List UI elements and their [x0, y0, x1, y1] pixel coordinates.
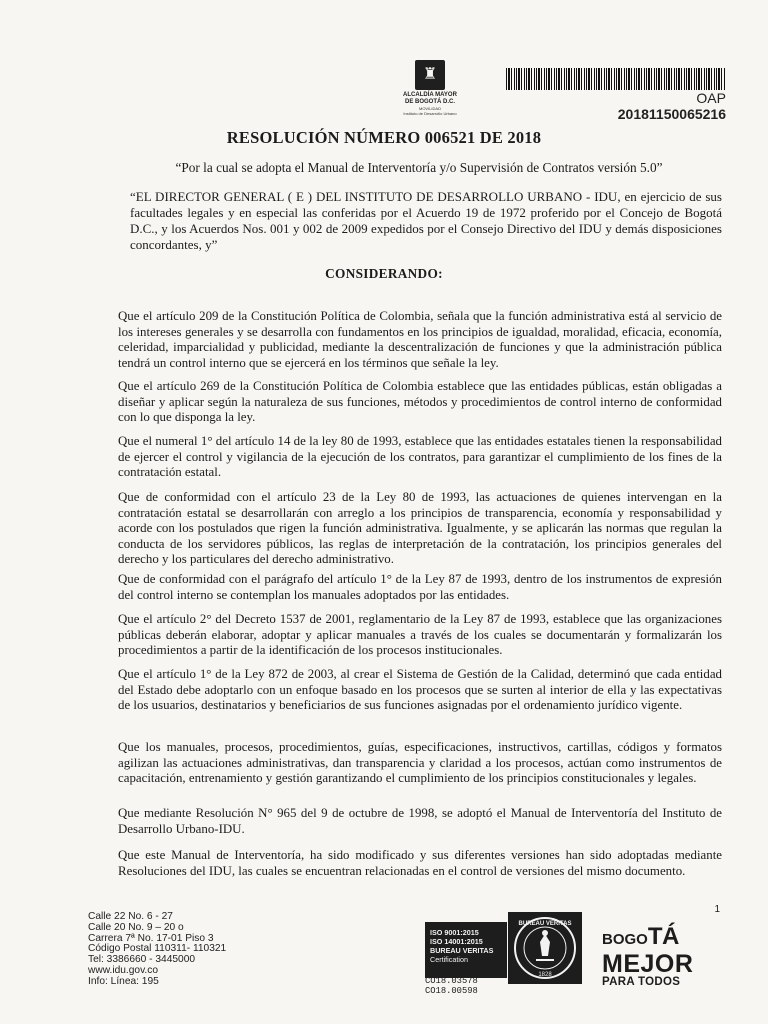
footer-address	[88, 912, 308, 988]
considerando-paragraph: Que de conformidad con el parágrafo del artículo 1° de la Ley 87 de 1993, dentro de los instrumentos de expresión del control interno se contemplan los manuales adoptados por las entidades.	[118, 572, 722, 602]
considerando-paragraph: Que los manuales, procesos, procedimientos, guías, especificaciones, instructivos, cartillas, códigos y formatos agilizan las actuaciones administrativas, dan transparencia y claridad a los procesos, actúan como instrumentos de capacitación, entrenamiento y gestión garantizando el cumplimiento de los principios constitucionales y legales.	[118, 740, 722, 786]
website-link[interactable]: www.idu.gov.co	[88, 964, 159, 976]
crest-line-2: DE BOGOTÁ D.C.	[404, 99, 455, 105]
crest-line-1: ALCALDÍA MAYOR	[403, 92, 457, 98]
brand-line-3: PARA TODOS	[602, 976, 681, 988]
considerando-paragraph: Que el artículo 269 de la Constitución Política de Colombia establece que las entidades públicas, están obligadas a diseñar y aplicar según la naturaleza de sus funciones, métodos y procedimientos de control interno de conformidad con lo que disponga la ley.	[118, 379, 722, 425]
brand-line-1	[602, 925, 732, 952]
certificate-codes	[425, 976, 525, 996]
brand-small: GO	[624, 931, 648, 948]
crest-line-4: Instituto de Desarrollo Urbano	[403, 111, 457, 116]
resolution-subtitle: “Por la cual se adopta el Manual de Interventoría y/o Supervisión de Contratos versión 5.0”	[175, 160, 663, 175]
considerando-heading: CONSIDERANDO:	[325, 266, 443, 281]
address-line: Carrera 7ª No. 17-01 Piso 3	[88, 932, 214, 944]
address-line: Calle 20 No. 9 – 20 o	[88, 921, 184, 933]
cert-code: CO18.03578	[425, 976, 478, 986]
seal-text: BUREAU VERITAS	[518, 921, 572, 927]
page-number: 1	[714, 904, 720, 915]
considerando-paragraph: Que este Manual de Interventoría, ha sido modificado y sus diferentes versiones han sido adoptadas mediante Resoluciones del IDU, las cuales se encuentran relacionadas en el control de versiones del mismo documento.	[118, 848, 722, 878]
considerando-paragraph: Que el artículo 2° del Decreto 1537 de 2001, reglamentario de la Ley 87 de 1993, establece que las organizaciones públicas deberán elaborar, adoptar y aplicar manuales a través de los cuales se documentarán y formalizarán los procedimientos a partir de la identificación de los procesos institucionales.	[118, 612, 722, 658]
considerando-paragraph: Que el numeral 1° del artículo 14 de la ley 80 de 1993, establece que las entidades estatales tienen la responsabilidad de ejercer el control y vigilancia de la ejecución de los contratos, para garantizar el cumplimiento de los fines de la contratación estatal.	[118, 434, 722, 480]
seal-year: 1828	[538, 972, 552, 978]
intro-paragraph: “EL DIRECTOR GENERAL ( E ) DEL INSTITUTO DE DESARROLLO URBANO - IDU, en ejercicio de sus facultades legales y en especial las conferidas por el Acuerdo 19 de 1972 proferido por el Concejo de Bogotá D.C., y los Acuerdos Nos. 001 y 002 de 2009 expedidos por el Consejo Directivo del IDU y demás disposiciones concordantes, y”	[130, 189, 722, 252]
bureau-veritas-seal-icon	[508, 912, 582, 984]
brand-suffix: TÁ	[647, 923, 679, 950]
iso-certification-badge	[425, 922, 507, 978]
cert-line: BUREAU VERITAS	[430, 946, 494, 955]
cert-code: CO18.00598	[425, 986, 478, 996]
considerando-paragraph: Que mediante Resolución N° 965 del 9 de octubre de 1998, se adoptó el Manual de Interventoría del Instituto de Desarrollo Urbano-IDU.	[118, 806, 722, 836]
cert-line: Certification	[430, 955, 468, 964]
address-line: Código Postal 110311- 110321	[88, 943, 227, 955]
crest-line-3: MOVILIDAD	[418, 106, 441, 111]
resolution-title: RESOLUCIÓN NÚMERO 006521 DE 2018	[226, 128, 542, 147]
brand-prefix: BO	[602, 931, 625, 948]
considerando-paragraph: Que el artículo 1° de la Ley 872 de 2003, al crear el Sistema de Gestión de la Calidad, determinó que cada entidad del Estado debe adoptarlo con un enfoque basado en los procesos que se surten al interior de ella y las expectativas de los usuarios, destinatarios y beneficiarios de sus funciones asignadas por el ordenamiento jurídico vigente.	[118, 667, 722, 713]
alcaldia-crest	[396, 60, 464, 116]
office-code: OAP	[696, 90, 726, 106]
coat-of-arms-icon: ♜	[415, 60, 445, 90]
file-number: 20181150065216	[617, 106, 726, 122]
bogota-mejor-logo	[602, 925, 732, 989]
cert-line: ISO 14001:2015	[430, 937, 483, 946]
filing-stamp	[506, 68, 726, 122]
considerando-paragraph: Que el artículo 209 de la Constitución Política de Colombia, señala que la función administrativa está al servicio de los intereses generales y se desarrolla con fundamentos en los principios de igualdad, moralidad, eficacia, economía, celeridad, imparcialidad y publicidad, mediante la descentralización de funciones y que la administración pública tendrá un control interno que se ejercerá en los términos que señale la ley.	[118, 309, 722, 370]
address-line: Tel: 3386660 - 3445000	[88, 954, 196, 966]
brand-line-2: MEJOR	[602, 950, 694, 978]
address-line: Calle 22 No. 6 - 27	[88, 911, 173, 922]
considerando-paragraph: Que de conformidad con el artículo 23 de la Ley 80 de 1993, las actuaciones de quienes intervengan en la contratación estatal se desarrollarán con arreglo a los principios de transparencia, economía y responsabilidad y acorde con los postulados que rigen la función administrativa. Igualmente, y se aplicarán las normas que regulan la conducta de los servidores públicos, las reglas de interpretación de la contratación, los principios generales del derecho y los particulares del derecho administrativo.	[118, 490, 722, 567]
barcode	[506, 68, 726, 90]
address-line: Info: Línea: 195	[88, 975, 159, 987]
cert-line: ISO 9001:2015	[430, 928, 479, 937]
